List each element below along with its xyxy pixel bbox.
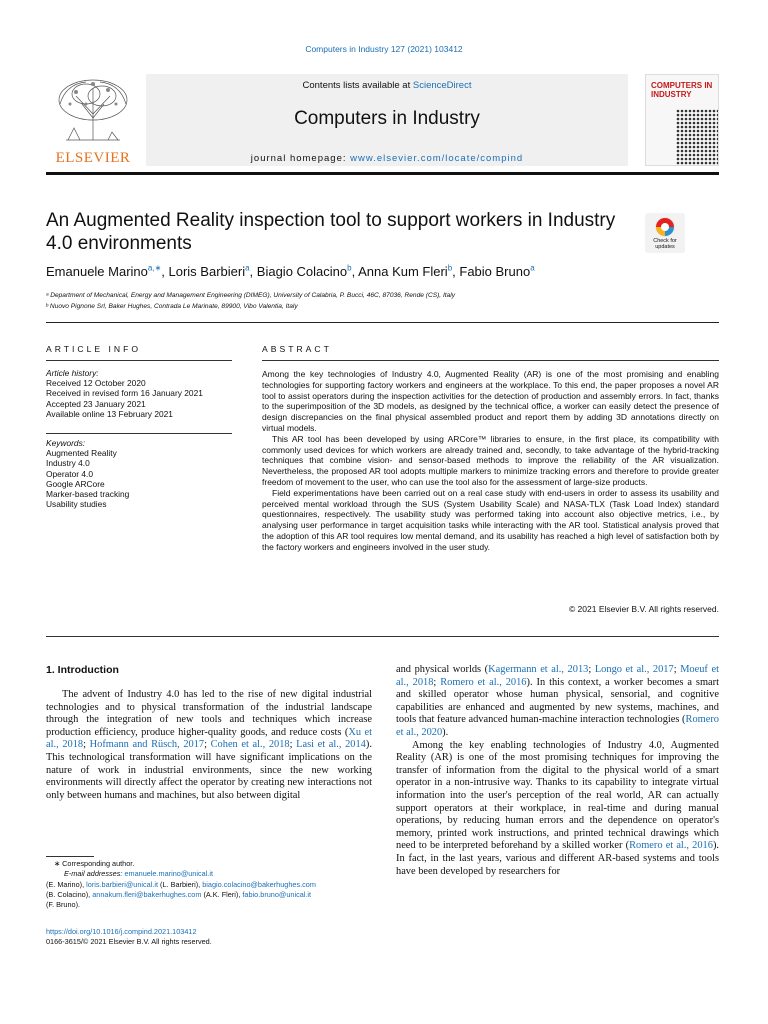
affiliation-a: ᵃ Department of Mechanical, Energy and Management Engineering (DIMEG), University of Calabria, P. Bucci, 46C, 87036, Rende (CS), Italy [46,292,456,299]
header-divider [46,172,719,175]
history-item: Received in revised form 16 January 2021 [46,388,203,399]
author: Loris Barbieri$^a$, [168,264,257,280]
divider [46,433,232,434]
keyword: Industry 4.0 [46,458,90,469]
author: Anna Kum Fleri$^b$, [358,264,460,280]
email-line: (E. Marino), loris.barbieri@unical.it (L. Barbieri), biagio.colacino@bakerhughes.com [46,879,316,889]
cover-pattern-icon [676,109,719,166]
corresponding-author-note: ∗ Corresponding author. [54,859,135,868]
publisher-name: ELSEVIER [55,150,131,166]
email-link[interactable]: fabio.bruno@unical.it [242,889,312,899]
email-line: (B. Colacino), annakum.fleri@bakerhughes.com (A.K. Fleri), fabio.bruno@unical.it [46,889,312,899]
journal-citation-link[interactable]: Computers in Industry 127 (2021) 103412 [305,44,463,54]
citation-link[interactable]: Romero et al., 2020 [396,714,719,738]
history-item: Received 12 October 2020 [46,378,146,389]
abstract-paragraph: Among the key technologies of Industry 4.0, Augmented Reality (AR) is one of the most promising and enabling technologies for supporting factory workers and engineers at the workplace. To this end, the paper proposes a novel AR tool to assist operators during the inspection activities for the detection of production and assembly errors. In fact, thanks to the superimposition of the 3D models, as designed by the technical office, a worker can easily detect the presence of design discrepancies on the final physical assembled product and report them by adding 3D annotations directly on virtual models. [262,369,719,433]
body-paragraph: The advent of Industry 4.0 has led to the rise of new digital industrial technologies and to physical transformation of the industrial landscape through the integration of new tools and techniques which increase production efficiency, produce higher-quality goods, and reduce costs (Xu et al., 2018; Hofmann and Rüsch, 2017; Cohen et al., 2018; Lasi et al., 2014). This technological transformation will have significant implications on the nature of work in industrial environments, since the new working environments will directly affect the operator by creating new interactions not only between humans and machines, but also between digital [46,689,373,801]
crossmark-label: Check for updates [653,238,677,250]
divider [262,360,719,361]
section-heading: 1. Introduction [46,664,119,676]
journal-title: Computers in Industry [294,108,480,129]
citation-link[interactable]: Lasi et al., 2014 [296,739,366,751]
issn-copyright: 0166-3615/© 2021 Elsevier B.V. All rights reserved. [46,937,212,947]
divider [46,636,719,637]
article-info-heading: ARTICLE INFO [46,344,142,354]
cover-title: COMPUTERS IN INDUSTRY [651,81,713,99]
journal-banner [146,74,628,166]
homepage-link[interactable]: www.elsevier.com/locate/compind [350,153,524,164]
affiliation-b: ᵇ Nuovo Pignone Srl, Baker Hughes, Contrada Le Marinate, 89900, Vibo Valentia, Italy [46,303,298,310]
email-line: E-mail addresses: emanuele.marino@unical.it [64,869,213,879]
journal-homepage: journal homepage: www.elsevier.com/locate/compind [250,153,524,164]
keywords-label: Keywords: [46,438,86,448]
author: Biagio Colacino$^b$, [256,264,359,280]
history-item: Available online 13 February 2021 [46,408,173,419]
article-title: An Augmented Reality inspection tool to support workers in Industry 4.0 environments [46,210,616,254]
keyword: Marker-based tracking [46,489,130,500]
email-line: (F. Bruno). [46,900,81,910]
history-label: Article history: [46,368,99,378]
citation-link[interactable]: Hofmann and Rüsch, 2017 [89,739,205,751]
keyword: Usability studies [46,499,107,510]
keyword: Operator 4.0 [46,468,94,479]
body-column-left [46,689,372,802]
abstract-paragraph: This AR tool has been developed by using ARCore™ libraries to ensure, in the first place, its compatibility with commonly used devices for which workers are already trained and, secondly, to take advantage of the hybrid-tracking techniques that combine vision- and sensor-based methods to improve the reliability of the AR visualization. Nevertheless, the proposed AR tool adopts multiple markers to minimize tracking errors and therefore to provide greater freedom of movement to the user, who can use the tool also for the assessment of large-size products. [262,433,719,487]
check-for-updates-button[interactable] [645,213,685,253]
journal-cover [645,74,719,166]
email-link[interactable]: annakum.fleri@bakerhughes.com [92,889,202,899]
footnote-divider [46,856,94,857]
author: Fabio Bruno$^a$ [459,264,535,280]
body-paragraph: Among the key enabling technologies of Industry 4.0, Augmented Reality (AR) is one of the most promising techniques for improving the transfer of information from the digital to the physical world of a smart operator in a non-intrusive way. Thanks to its capability to integrate virtual information into the user's perception of the real world, AR can actually support operators at their workplace, in real-time and during manual operations, by reducing human errors and the dependence on operator's memory, printed work instructions, and printed technical drawings which need to be interpreted beforehand by a skilled worker (Romero et al., 2016). In fact, in the last years, various and different AR-based systems and tools have been developed by researchers for [396,739,720,877]
body-column-right [396,664,719,878]
abstract-heading: ABSTRACT [262,344,332,354]
abstract-copyright: © 2021 Elsevier B.V. All rights reserved. [568,604,719,614]
citation-link[interactable]: Cohen et al., 2018 [210,739,290,751]
keywords-block [46,438,232,509]
citation-link[interactable]: Romero et al., 2016 [629,840,713,852]
body-paragraph: and physical worlds (Kagermann et al., 2013; Longo et al., 2017; Moeuf et al., 2018; Romero et al., 2016). In this context, a worker becomes a smart and skilled operator whose human physical, sensorial, and cognitive capabilities are enhanced and augmented by new systems, machines, and tools that feature advanced human-machine interaction technologies (Romero et al., 2020). [396,664,719,738]
elsevier-logo [46,74,140,166]
doi-block [46,927,372,948]
abstract-paragraph: Field experimentations have been carried out on a real case study with end-users in order to assess its usability and perceived mental workload through the SUS (System Usability Scale) and NASA-TLX (Task Load Index) standard questionnaires, respectively. The usability study was performed taking into account also objective metrics, i.e., by analysing user performance in target acquisition tasks while interacting with the AR tool. Statistical analysis proved that the adoption of this AR tool requires low mental demand, and its usability has reached a high level of satisfaction both by the factory workers and engineers involved in the user study. [262,487,719,552]
divider [46,360,232,361]
divider [46,322,719,323]
citation-link[interactable]: Xu et al., 2018 [46,726,373,751]
author-list [46,264,726,279]
citation-link[interactable]: Kagermann et al., 2013 [488,664,589,675]
abstract-body [262,369,719,553]
citation-link[interactable]: Romero et al., 2016 [440,676,527,688]
sciencedirect-link[interactable]: ScienceDirect [412,80,472,91]
footnotes [46,859,372,910]
email-link[interactable]: emanuele.marino@unical.it [124,869,213,879]
article-history [46,368,232,419]
keyword: Google ARCore [46,478,105,489]
author: Emanuele Marino$^{a,∗}$, [46,264,169,280]
citation-link[interactable]: Moeuf et al., 2018 [396,664,719,688]
keyword: Augmented Reality [46,448,117,459]
history-item: Accepted 23 January 2021 [46,398,146,409]
email-link[interactable]: biagio.colacino@bakerhughes.com [202,879,316,889]
elsevier-tree-icon [46,74,140,146]
contents-line: Contents lists available at ScienceDirect [302,80,472,91]
citation-link[interactable]: Longo et al., 2017 [594,664,674,675]
doi-link[interactable]: https://doi.org/10.1016/j.compind.2021.103412 [46,927,197,936]
email-link[interactable]: loris.barbieri@unical.it [86,879,159,889]
